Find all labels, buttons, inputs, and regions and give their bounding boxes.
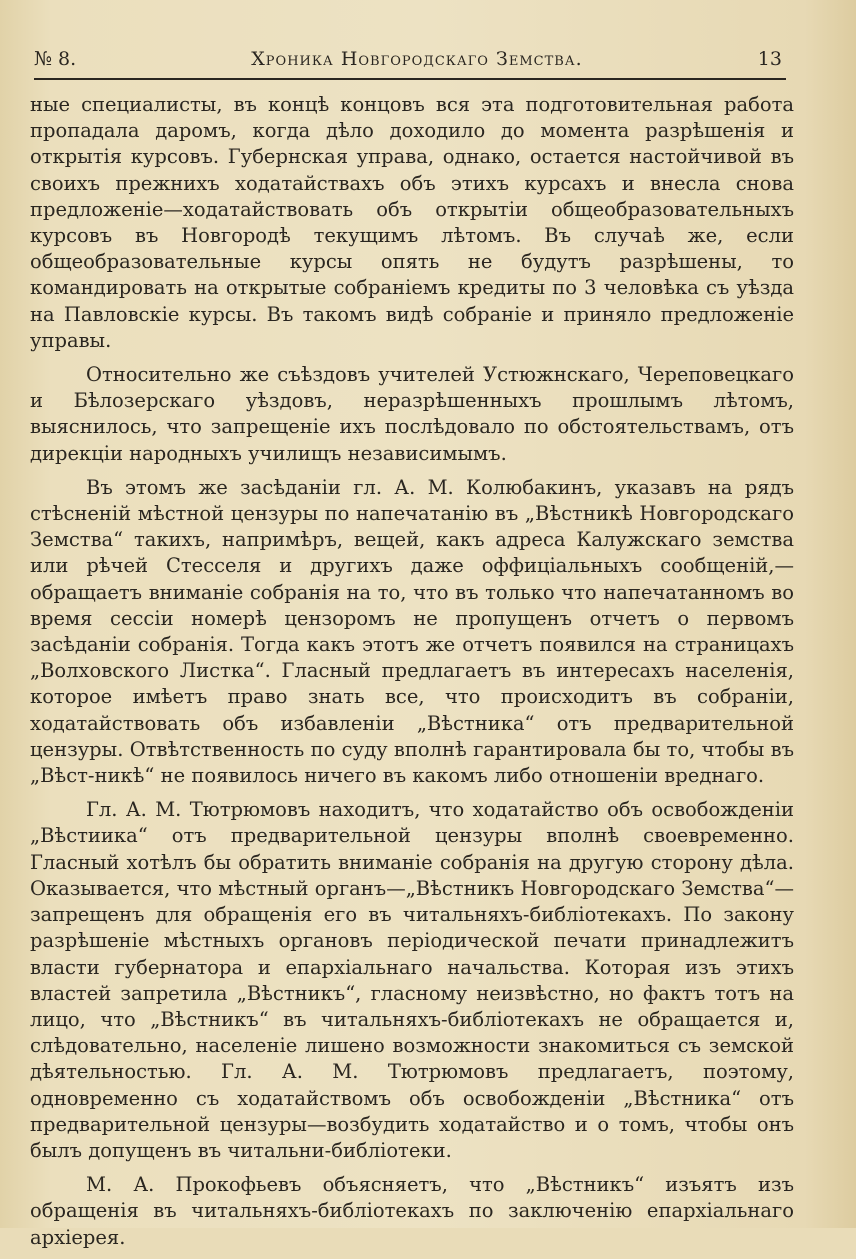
paragraph: Гл. А. М. Тютрюмовъ находитъ, что ходатайство объ освобожденіи „Вѣстиика“ отъ предварительной цензуры вполнѣ своевременно. Гласный хотѣлъ бы обратить вниманіе собранія на другую сторону дѣла. Оказывается, что мѣстный органъ—„Вѣстникъ Новгородскаго Земства“— запрещенъ для обращенія его въ читальняхъ-библіотекахъ. По закону разрѣшеніе мѣстныхъ органовъ періодической печати принадлежитъ власти губернатора и епархіальнаго начальства. Которая изъ этихъ властей запретила „Вѣстникъ“, гласному неизвѣстно, но фактъ тотъ на лицо, что „Вѣстникъ“ въ читальняхъ-библіотекахъ не обращается и, слѣдовательно, населеніе лишено возможности знакомиться съ земской дѣятельностью. Гл. А. М. Тютрюмовъ предлагаетъ, поэтому, одновременно съ ходатайствомъ объ освобожденіи „Вѣстника“ отъ предварительной цензуры—возбудить ходатайство и о томъ, чтобы онъ былъ допущенъ въ читальни-библіотеки. (30, 798, 794, 1162)
running-title: Хроника Новгородскаго Земства. (251, 48, 583, 70)
paragraph: Относительно же съѣздовъ учителей Устюжнскаго, Череповецкаго и Бѣлозерскаго уѣздовъ, неразрѣшенныхъ прошлымъ лѣтомъ, выяснилось, что запрещеніе ихъ послѣдовало по обстоятельствамъ, отъ дирекціи народныхъ училищъ независимымъ. (30, 363, 794, 465)
header-rule (34, 78, 786, 80)
issue-number: № 8. (34, 48, 77, 70)
paragraph: Въ этомъ же засѣданіи гл. А. М. Колюбакинъ, указавъ на рядъ стѣсненій мѣстной цензуры по напечатанію въ „Вѣстникѣ Новгородскаго Земства“ такихъ, напримѣръ, вещей, какъ адреса Калужскаго земства или рѣчей Стесселя и другихъ даже оффиціальныхъ сообщеній,— обращаетъ вниманіе собранія на то, что въ только что напечатанномъ во время сессіи номерѣ цензоромъ не пропущенъ отчетъ о первомъ засѣданіи собранія. Тогда какъ этотъ же отчетъ появился на страницахъ „Волховского Листка“. Гласный предлагаетъ въ интересахъ населенія, которое имѣетъ право знать все, что происходитъ въ собраніи, ходатайствовать объ избавленіи „Вѣстника“ отъ предварительной цензуры. Отвѣтственность по суду вполнѣ гарантировала бы то, чтобы въ „Вѣст-никѣ“ не появилось ничего въ какомъ либо отношеніи вреднаго. (30, 475, 794, 788)
paragraph: М. А. Прокофьевъ объясняетъ, что „Вѣстникъ“ изъятъ изъ обращенія въ читальняхъ-библіотекахъ по заключенію епархіальнаго архіерея. (30, 1173, 794, 1249)
running-header (34, 44, 782, 74)
page-number: 13 (757, 48, 782, 70)
body-text (30, 92, 794, 1259)
paragraph: ные специалисты, въ концѣ концовъ вся эта подготовительная работа пропадала даромъ, когда дѣло доходило до момента разрѣшенія и открытія курсовъ. Губернская управа, однако, остается настойчивой въ своихъ прежнихъ ходатайствахъ объ этихъ курсахъ и внесла снова предложеніе—ходатайствовать объ открытіи общеобразовательныхъ курсовъ въ Новгородѣ текущимъ лѣтомъ. Въ случаѣ же, если общеобразовательные курсы опять не будутъ разрѣшены, то командировать на открытые собраніемъ кредиты по 3 человѣка съ уѣзда на Павловскіе курсы. Въ такомъ видѣ собраніе и приняло предложеніе управы. (30, 93, 794, 352)
